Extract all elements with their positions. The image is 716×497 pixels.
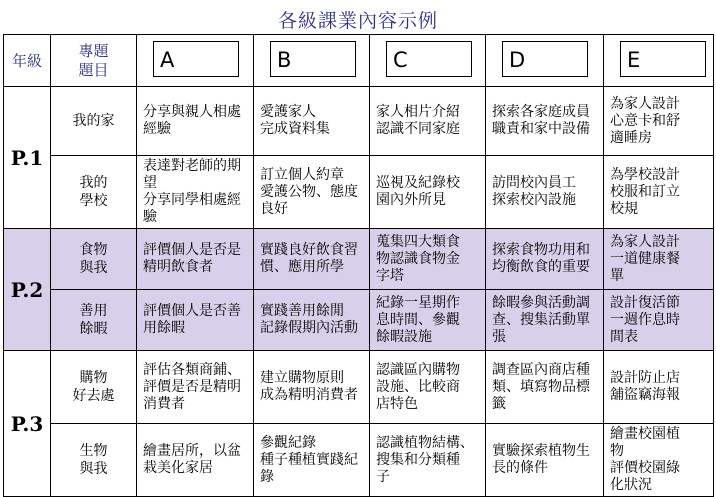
column-label-box: D [502,41,588,77]
text-line: 探索校內設施 [492,192,576,208]
text-line: 餘暇設施 [376,328,432,345]
text-line: 購物 [79,370,108,386]
text-line: 好去處 [72,388,115,404]
content-cell [254,290,370,351]
text-line: 評估各類商鋪、 [143,361,241,378]
text-line: 良好 [260,200,288,217]
text-line: 長的條件 [492,460,548,476]
level-label: P.2 [4,229,51,351]
text-line: 栽美化家居 [143,460,213,476]
text-line: 善用 [79,303,108,319]
text-line: 類、填寫物品標 [492,378,590,395]
text-line: 物認識食物金 [376,250,460,267]
table-row [4,156,714,229]
text-line: 家人相片介紹 [376,104,460,120]
text-line: 實踐善用餘閒 [260,303,344,319]
text-line: 探索食物功用和 [492,242,590,258]
text-line: 分享與親人相處 [143,104,241,120]
text-line: 慣、應用所學 [260,259,344,275]
text-line: 心意卡和舒 [610,112,680,129]
text-line: 籤 [492,395,506,412]
text-line: 字塔 [376,267,404,284]
content-cell [370,424,486,497]
header-topic-line1: 專題 [78,41,109,60]
text-line: 錄 [260,468,274,485]
level-label: P.1 [4,87,51,229]
text-line: 巡視及紀錄校 [376,175,460,191]
text-line: 一道健康餐 [610,250,680,267]
text-line: 與我 [79,260,108,276]
text-line: 職責和家中設備 [492,121,590,137]
content-cell [370,351,486,424]
text-line: 評價校園綠 [610,460,680,476]
text-line: 為學校設計 [610,166,680,183]
text-line: 物 [610,443,624,459]
content-cell [486,351,604,424]
text-line: 間表 [610,328,638,345]
text-line: 愛護家人 [260,104,316,120]
text-line: 我的家 [72,113,115,129]
text-line: 張 [492,328,506,345]
content-cell [604,424,714,497]
header-column-d [486,35,604,87]
text-line: 紀錄一星期作 [376,294,460,311]
text-line: 種子種植實踐紀 [260,451,358,468]
table-row [4,229,714,290]
text-line: 望 [143,175,157,191]
content-cell [604,351,714,424]
content-cell [486,87,604,156]
content-cell [137,424,254,497]
content-cell [137,87,254,156]
text-line: 調查區內商店種 [492,361,590,378]
page-title: 各級課業內容示例 [277,10,438,32]
header-column-a [137,35,254,87]
text-line: 表達對老師的期 [143,158,241,174]
table-row [4,87,714,156]
topic-cell [51,424,137,497]
text-line: 為家人設計 [610,95,680,112]
text-line: 學校 [79,193,108,209]
content-cell [486,290,604,351]
topic-cell [51,156,137,229]
text-line: 搜集和分類種 [376,451,460,468]
text-line: 實驗探索植物生 [492,443,590,459]
topic-cell [51,229,137,290]
text-line: 查、搜集活動單 [492,311,590,328]
text-line: 繪畫居所，以盆 [143,443,241,459]
level-label: P.3 [4,351,51,497]
content-cell [254,229,370,290]
table-row [4,351,714,424]
text-line: 均衡飲食的重要 [492,259,590,275]
content-cell [254,156,370,229]
text-line: 化狀況 [610,477,652,493]
content-cell [604,156,714,229]
text-line: 為家人設計 [610,233,680,250]
text-line: 探索各家庭成員 [492,104,590,120]
text-line: 用餘暇 [143,320,185,336]
content-cell [137,229,254,290]
header-topic-line2: 題目 [78,60,109,79]
topic-cell [51,87,137,156]
text-line: 設計復活節 [610,294,680,311]
text-line: 我的 [79,175,108,191]
text-line: 一週作息時 [610,311,680,328]
text-line: 適睡房 [610,129,652,146]
text-line: 訪問校內員工 [492,175,576,191]
text-line: 精明飲食者 [143,259,213,275]
text-line: 設計防止店 [610,370,680,386]
text-line: 分享同學相處經 [143,192,241,208]
content-cell [254,351,370,424]
topic-cell [51,351,137,424]
column-label-box: C [386,41,472,77]
text-line: 認識不同家庭 [376,121,460,137]
text-line: 評價是否是精明 [143,378,241,395]
text-line: 參觀紀錄 [260,434,316,451]
text-line: 舖盜竊海報 [610,387,680,403]
content-cell [370,156,486,229]
header-column-b [254,35,370,87]
header-topic [51,35,137,87]
content-cell [604,229,714,290]
topic-cell [51,290,137,351]
content-cell [137,351,254,424]
text-line: 愛護公物、態度 [260,183,358,200]
content-cell [254,424,370,497]
content-cell [137,290,254,351]
text-line: 認識區內購物 [376,361,460,378]
text-line: 評價個人是否善 [143,303,241,319]
text-line: 蒐集四大類食 [376,233,460,250]
text-line: 食物 [79,242,108,258]
content-cell [370,290,486,351]
text-line: 校規 [610,200,638,217]
header-column-c [370,35,486,87]
text-line: 設施、比較商 [376,378,460,395]
text-line: 驗 [143,209,157,225]
text-line: 完成資料集 [260,121,330,137]
content-cell [137,156,254,229]
text-line: 子 [376,468,390,485]
content-cell [486,156,604,229]
content-cell [254,87,370,156]
content-cell [486,424,604,497]
content-cell [486,229,604,290]
column-label-box: A [153,41,239,77]
column-label-box: E [620,41,706,77]
text-line: 單 [610,267,624,284]
content-cell [370,87,486,156]
text-line: 校服和訂立 [610,183,680,200]
text-line: 消費者 [143,395,185,412]
text-line: 餘暇參與活動調 [492,294,590,311]
curriculum-table [3,34,714,497]
text-line: 經驗 [143,121,171,137]
header-grade: 年級 [4,35,51,87]
text-line: 息時間、參觀 [376,311,460,328]
content-cell [370,229,486,290]
text-line: 評價個人是否是 [143,242,241,258]
text-line: 認識植物結構、 [376,434,474,451]
text-line: 園內外所見 [376,192,446,208]
content-cell [604,87,714,156]
text-line: 餘暇 [79,321,108,337]
header-row [4,35,714,87]
table-row [4,290,714,351]
text-line: 與我 [79,461,108,477]
text-line: 實踐良好飲食習 [260,242,358,258]
text-line: 記錄假期內活動 [260,320,358,336]
content-cell [604,290,714,351]
text-line: 成為精明消費者 [260,387,358,403]
text-line: 生物 [79,443,108,459]
text-line: 訂立個人約章 [260,166,344,183]
header-column-e [604,35,714,87]
text-line: 店特色 [376,395,418,412]
text-line: 建立購物原則 [260,370,344,386]
text-line: 繪畫校園植 [610,426,680,442]
column-label-box: B [270,41,356,77]
table-row [4,424,714,497]
